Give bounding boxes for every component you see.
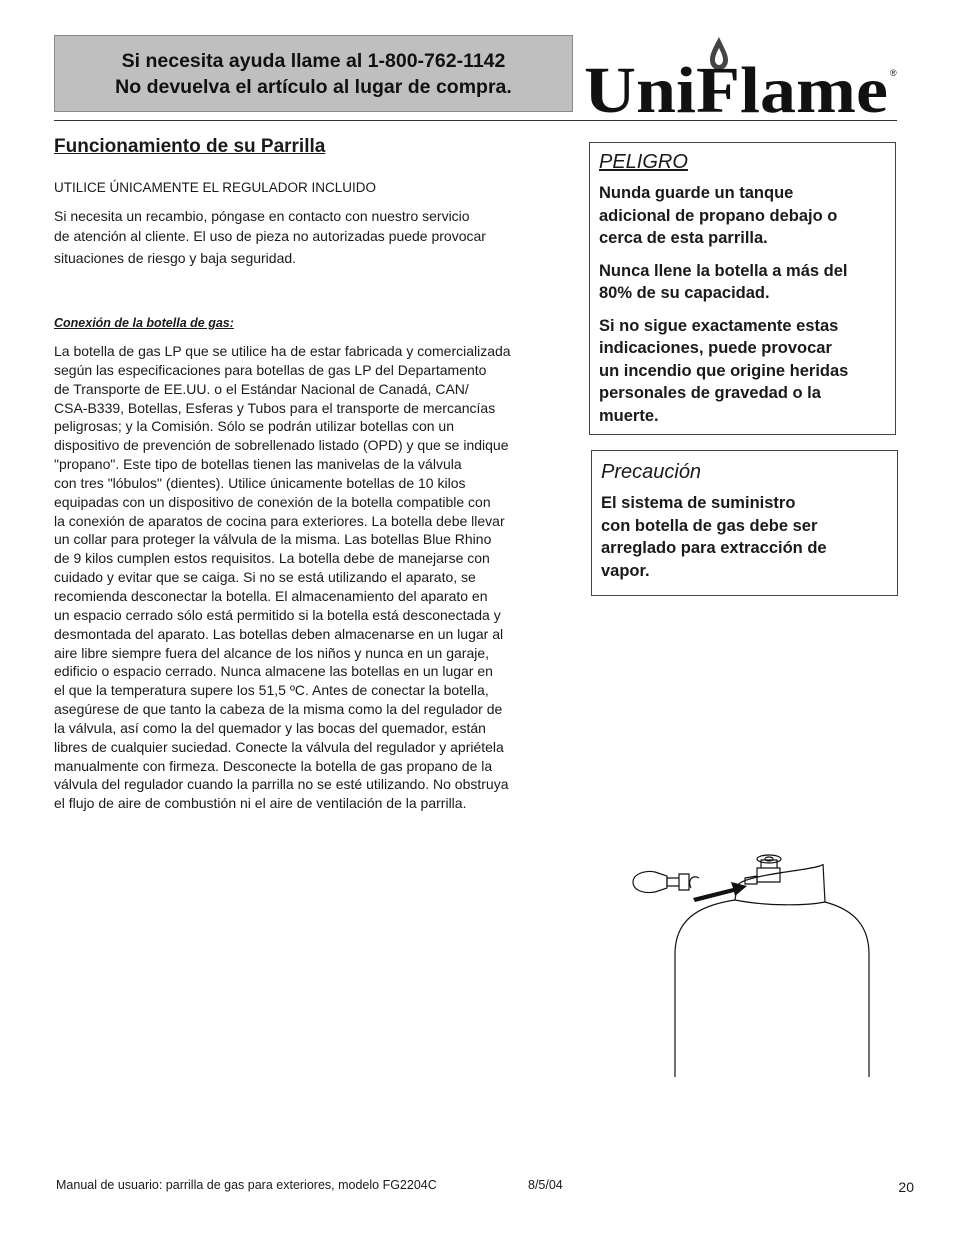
gas-connection-body <box>54 342 570 813</box>
text-line: El sistema de suministro <box>601 494 796 512</box>
danger-title: PELIGRO <box>599 151 688 173</box>
danger-box <box>589 142 896 435</box>
text-line: de atención al cliente. El uso de pieza no autorizadas puede provocar <box>54 227 486 244</box>
text-line: Si no sigue exactamente estas <box>599 316 839 335</box>
text-line: cerca de esta parrilla. <box>599 229 768 247</box>
caution-box <box>591 450 898 596</box>
header-rule <box>54 120 897 121</box>
registered-mark: ® <box>890 68 897 78</box>
text-line: cuidado y evitar que se caiga. Si no se está utilizando el aparato, se <box>54 569 476 586</box>
text-line: Nunca llene la botella a más del <box>599 261 848 280</box>
footer-date: 8/5/04 <box>528 1178 563 1192</box>
help-line-return: No devuelva el artículo al lugar de compra. <box>115 75 512 98</box>
text-line: muerte. <box>599 406 659 425</box>
section-title: Funcionamiento de su Parrilla <box>54 136 326 157</box>
text-line: la conexión de aparatos de cocina para exteriores. La botella debe llevar <box>54 512 505 529</box>
text-line: de 9 kilos cumplen estos requisitos. La botella debe de manejarse con <box>54 550 490 567</box>
text-line: 80% de su capacidad. <box>599 284 770 302</box>
replacement-paragraph <box>54 207 554 269</box>
page-number: 20 <box>898 1179 914 1195</box>
text-line: Si necesita un recambio, póngase en contacto con nuestro servicio <box>54 208 470 224</box>
text-line: edificio o espacio cerrado. Nunca almacene las botellas en un lugar en <box>54 663 493 680</box>
propane-tank-illustration <box>625 842 885 1077</box>
text-line: aire libre siempre fuera del alcance de los niños y nunca en un garaje, <box>54 644 490 661</box>
text-line: adicional de propano debajo o <box>599 206 838 225</box>
caution-paragraph <box>601 492 887 582</box>
danger-paragraph <box>599 182 885 250</box>
text-line: recomienda desconectar la botella. El almacenamiento del aparato en <box>54 587 488 604</box>
danger-paragraph <box>599 260 885 305</box>
text-line: válvula del regulador cuando la parrilla no se esté utilizando. No obstruya <box>54 776 509 793</box>
uniflame-logo <box>584 34 902 118</box>
logo-text: UniFlame <box>584 54 888 118</box>
text-line: peligrosas; y la Comisión. Sólo se podrán utilizar botellas con un <box>54 418 454 435</box>
text-line: un espacio cerrado sólo está permitido si la botella está desconectada y <box>54 606 501 623</box>
footer-manual: Manual de usuario: parrilla de gas para exteriores, modelo FG2204C <box>56 1178 437 1192</box>
text-line: con botella de gas debe ser <box>601 516 818 535</box>
text-line: el que la temperatura supere los 51,5 ºC. Antes de conectar la botella, <box>54 682 489 699</box>
text-line: un collar para proteger la válvula de la misma. Las botellas Blue Rhino <box>54 531 492 548</box>
text-line: personales de gravedad o la <box>599 384 821 402</box>
text-line: situaciones de riesgo y baja seguridad. <box>54 250 297 266</box>
text-line: manualmente con firmeza. Desconecte la botella de gas propano de la <box>54 757 493 774</box>
text-line: con tres "lóbulos" (dientes). Utilice únicamente botellas de 10 kilos <box>54 474 466 491</box>
text-line: dispositivo de prevención de sobrellenado listado (OPD) y que se indique <box>54 437 509 454</box>
connection-arrow-icon <box>693 882 747 902</box>
text-line: vapor. <box>601 561 650 580</box>
regulator-icon <box>633 871 667 892</box>
text-line: de Transporte de EE.UU. o el Estándar Nacional de Canadá, CAN/ <box>54 380 469 397</box>
text-line: la válvula, así como la del quemador y las bocas del quemador, están <box>54 719 486 736</box>
text-line: CSA-B339, Botellas, Esferas y Tubos para el transporte de mercancías <box>54 399 496 416</box>
help-line-phone: Si necesita ayuda llame al 1-800-762-1142 <box>121 49 506 72</box>
text-line: un incendio que origine heridas <box>599 361 849 380</box>
text-line: equipadas con un dispositivo de conexión de la botella compatible con <box>54 493 491 510</box>
danger-paragraph <box>599 315 885 428</box>
gas-connection-subheading: Conexión de la botella de gas: <box>54 316 234 330</box>
caution-title: Precaución <box>601 461 702 483</box>
text-line: el flujo de aire de combustión ni el aire de ventilación de la parrilla. <box>54 795 467 812</box>
text-line: La botella de gas LP que se utilice ha de estar fabricada y comercializada <box>54 343 511 359</box>
text-line: libres de cualquier suciedad. Conecte la válvula del regulador y apriétela <box>54 738 504 755</box>
text-line: Nunda guarde un tanque <box>599 184 794 202</box>
text-line: arreglado para extracción de <box>601 539 827 557</box>
text-line: asegúrese de que tanto la cabeza de la misma como la del regulador de <box>54 701 503 718</box>
help-banner <box>54 35 573 112</box>
text-line: desmontada del aparato. Las botellas deben almacenarse en un lugar al <box>54 625 504 642</box>
regulator-note: UTILICE ÚNICAMENTE EL REGULADOR INCLUIDO <box>54 180 377 195</box>
text-line: según las especificaciones para botellas de gas LP del Departamento <box>54 361 487 378</box>
text-line: "propano". Este tipo de botellas tienen las manivelas de la válvula <box>54 456 462 473</box>
text-line: indicaciones, puede provocar <box>599 339 832 357</box>
